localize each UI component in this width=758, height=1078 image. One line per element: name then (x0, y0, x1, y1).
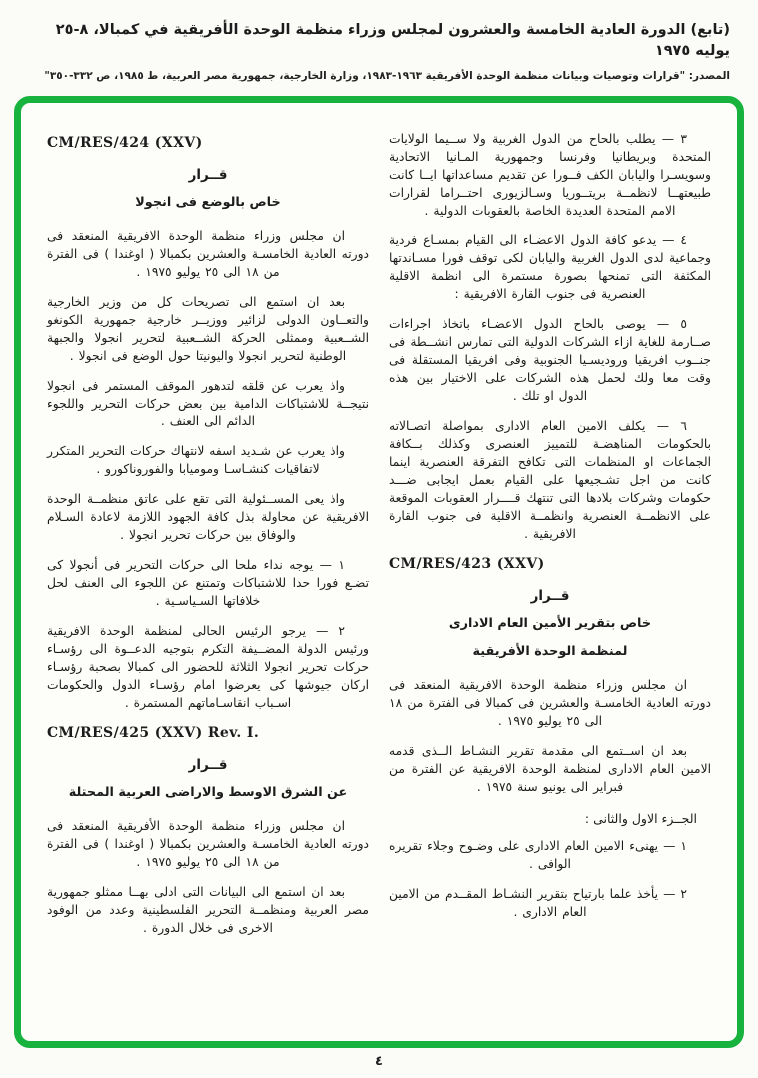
resolution-item: ٣ — يطلب بالحاح من الدول الغربية ولا ســيما الولايات المتحدة وبريطانيا وفرنسا وجمهورية المـانيا الاتحادية وسويسـرا واليابان الكف فــورا عن تقديم مساعداتها ايــا كانت طبيعتهــا لانظمــة بريتــوريا وسـالزيورى احتــراما لقرارات الامم المتحدة العديدة الخاصة بالعقوبات الدولية . (389, 131, 711, 218)
section-label: الجــزء الاول والثانى : (584, 810, 697, 826)
resolution-item: ١ — يهنىء الامين العام الادارى على وضـوح وجلاء تقريره الوافى . (389, 838, 687, 871)
resolution-item: ١ — يوجه نداء ملحا الى حركات التحرير فى أنجولا كى تضـع فورا حدا للاشتباكات وتمتنع عن اللجوء الى العنف لحل خلافاتها السـياسـية . (47, 558, 369, 609)
resolution-subtitle: لمنظمة الوحدة الأفريقية (472, 643, 628, 659)
resolution-preamble: واذ يعى المســئولية التى تقع على عاتق منظمــة الوحدة الافريقية عن محاولة بذل كافة الجهود اللازمة لاعادة السـلام والوفاق بين حركات تحرير انجولا . (47, 492, 369, 543)
two-column-layout (47, 131, 711, 1031)
resolution-item: ٤ — يدعو كافة الدول الاعضـاء الى القيام بمسـاع فردية وجماعية لدى الدول الغربية واليابان لكى توقف فورا مسـاندتها المكثفة التى تمنحها بصورة مستمرة الى انظمة الاقلية العنصرية فى جنوب القارة الافريقية : (389, 233, 711, 302)
resolution-ref-425: CM/RES/425 (XXV) Rev. I. (47, 724, 260, 741)
session-title: (تابع) الدورة العادية الخامسة والعشرون لمجلس وزراء منظمة الوحدة الأفريقية في كمبالا، ٨-٢٥ يوليه ١٩٧٥ (55, 22, 730, 60)
source-citation: المصدر: "قرارات وتوصيات وبيانات منظمة الوحدة الأفريقية ١٩٦٣-١٩٨٣، وزارة الخارجية، جمهورية مصر العربية، ط ١٩٨٥، ص ٣٣٢-٣٥٠" (44, 70, 730, 83)
resolution-item: ٢ — يأخذ علما بارتياح بتقرير النشـاط المقــدم من الامين العام الادارى . (389, 886, 687, 919)
resolution-preamble: ان مجلس وزراء منظمة الوحدة الافريقية المنعقد فى دورته العادية الخامسـة والعشرين بكمبالا ( اوغندا ) فى الفترة من ١٨ الى ٢٥ يوليو ١٩٧٥ . (47, 228, 369, 279)
resolution-title: قــرار (188, 166, 228, 183)
resolution-preamble: بعد ان استمع الى البيانات التى ادلى بهــا ممثلو جمهورية مصر العربية ومنظمــة التحرير الفلسطينية وعدد من الوفود الاخرى فى خلال الدورة . (47, 884, 369, 935)
resolution-subtitle: خاص بالوضع فى انجولا (135, 194, 281, 210)
left-column (47, 131, 369, 1031)
green-border-frame (14, 96, 744, 1048)
resolution-item: ٦ — يكلف الامين العام الادارى بمواصلة اتصـالاته بالحكومات المناهضـة للتمييز العنصرى وكذلك بــكافة الجماعات او المنظمات التى تكافح التفرقة العنصرية اينما كانت من اجل تشـجيعها على القيام بعمل ايجابى ضـــد حكومات وشركات بلادها التى تنتهك قــــرار العقوبات الموقعة على الانظمــة العنصرية وانظمــة الاقلية فى جنوب القارة الافريقية . (389, 419, 711, 541)
resolution-preamble: بعد ان اســتمع الى مقدمة تقرير النشـاط الــذى قدمه الامين العام الادارى لمنظمة الوحدة الافريقية عن الفترة من فبراير الى يونيو سنة ١٩٧٥ . (389, 743, 711, 794)
resolution-item: ٥ — يوصى بالحاح الدول الاعضـاء باتخاذ اجراءات صــارمة للغاية ازاء الشركات الدولية التى تمارس انشــطة فى جنــوب افريقيا وروديسـيا الجنوبية وفى افريقيا المستقلة فى وقت معا ولك لحمل هذه الشركات على الاختيار بين هذه الدول او تلك . (389, 317, 711, 404)
document-header (0, 0, 758, 84)
resolution-preamble: بعد ان استمع الى تصريحات كل من وزير الخارجية والتعــاون الدولى لزائير ووزيــر خارجية جمهورية الكونغو الشــعبية وممثلى الحركة الشــعبية لتحرير انجولا والجبهة الوطنية لتحرير انجولا واليونيتا حول الوضع فى انجولا . (47, 294, 369, 363)
resolution-preamble: ان مجلس وزراء منظمة الوحدة الأفريقية المنعقد فى دورته العادية الخامسـة والعشرين بكمبالا ( اوغندا ) فى الفترة من ١٨ الى ٢٥ يوليو ١٩٧٥ . (47, 819, 369, 869)
resolution-ref-423: CM/RES/423 (XXV) (389, 555, 545, 572)
resolution-subtitle: عن الشرق الاوسط والاراضى العربية المحتلة (68, 784, 348, 800)
resolution-preamble: واذ يعرب عن شـديد اسفه لانتهاك حركات التحرير المتكرر لاتفاقيات كنشـاسـا وموميابا والفوروناكورو . (47, 444, 345, 477)
resolution-item: ٢ — يرجو الرئيس الحالى لمنظمة الوحدة الافريقية ورئيس الدولة المضــيفة التكرم بتوجيه الدعــوة الى رؤسـاء حركات تحرير انجولا الثلاثة للحضور الى كمبالا بصحبة رؤسـاء اركان جيوشها كى يعرضوا امام رؤسـاء الدول والحكومات اسـباب انقاسـاماتهم المستمرة . (47, 624, 369, 710)
resolution-ref-424: CM/RES/424 (XXV) (47, 134, 203, 151)
right-column (389, 131, 711, 1031)
resolution-subtitle: خاص بتقرير الأمين العام الادارى (448, 615, 652, 631)
resolution-title: قــرار (188, 756, 228, 773)
resolution-title: قــرار (530, 587, 570, 604)
page-number: ٤ (375, 1053, 383, 1069)
resolution-preamble: ان مجلس وزراء منظمة الوحدة الافريقية المنعقد فى دورته العادية الخامسـة والعشرين فى كمبالا فى الفترة من ١٨ الى ٢٥ يوليو ١٩٧٥ . (389, 678, 711, 729)
resolution-preamble: واذ يعرب عن قلقه لتدهور الموقف المستمر فى انجولا نتيجــة للاشتباكات الدامية بين بعض حركات التحرير واللجوء الدائم الى العنف . (47, 378, 369, 429)
